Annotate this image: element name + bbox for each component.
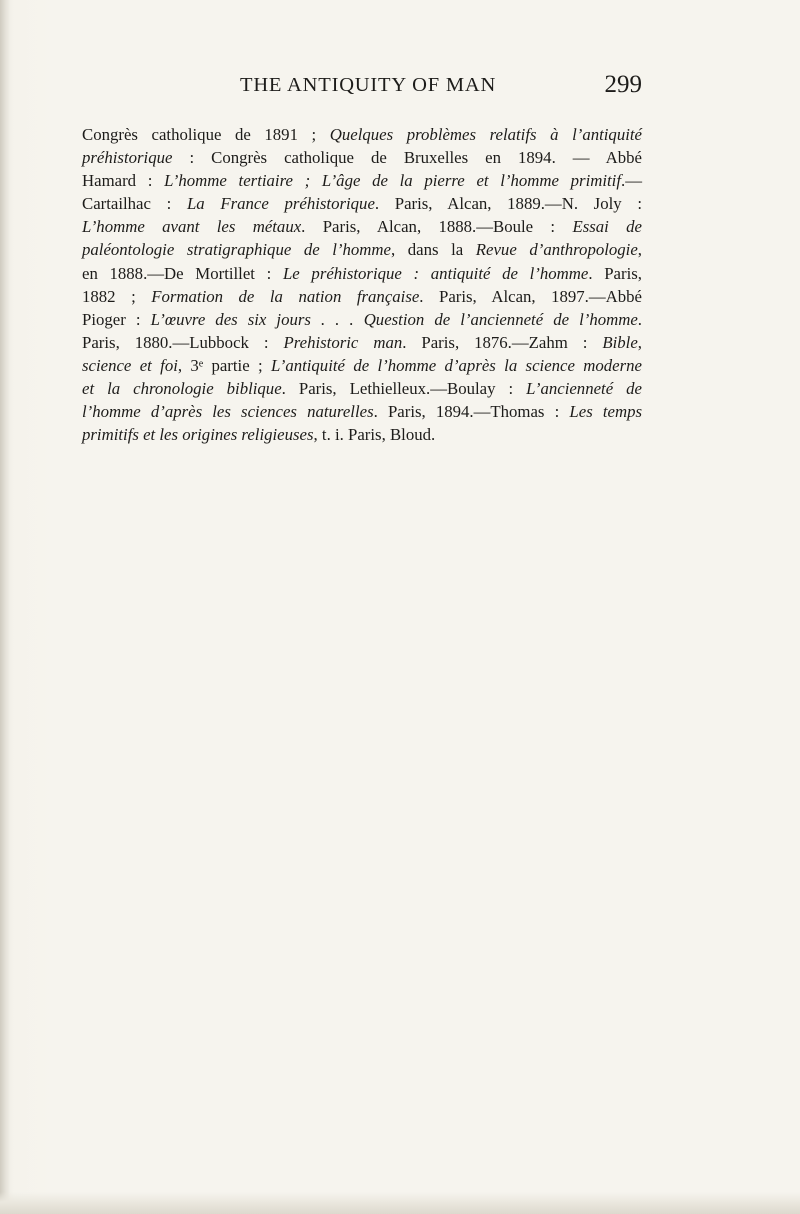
italic-title-segment: et la chronologie biblique (82, 379, 282, 399)
text-segment: , t. i. Paris, Bloud. (313, 425, 436, 445)
bibliography-paragraph (82, 123, 642, 446)
italic-title-segment: L’homme avant les métaux (82, 217, 302, 237)
italic-title-segment: L’antiquité de l’homme d’après la science moderne (271, 355, 642, 375)
italic-title-segment: L’œuvre des six jours . . . Question de l’ancienneté de l’homme (150, 309, 638, 329)
text-segment: . Paris, Alcan, 1889.—N. Joly : (374, 194, 642, 214)
italic-title-segment: L’ancienneté de (526, 379, 642, 399)
italic-title-segment: l’homme d’après les sciences naturelles (82, 402, 374, 422)
text-segment: 1882 ; (82, 286, 152, 306)
text-segment: . Paris, Alcan, 1897.—Abbé (419, 286, 642, 306)
italic-title-segment: primitifs et les origines religieuses (82, 425, 314, 445)
page-bottom-edge (0, 1192, 800, 1214)
page-gutter-shadow (0, 0, 10, 1214)
text-line (82, 262, 642, 285)
text-segment: Paris, 1880.—Lubbock : (82, 332, 284, 352)
text-line (82, 238, 642, 261)
text-line (82, 123, 642, 146)
text-line (82, 215, 642, 238)
italic-title-segment: préhistorique (82, 148, 173, 168)
text-line (82, 354, 642, 377)
italic-title-segment: Quelques problèmes relatifs à l’antiquité (329, 125, 642, 144)
text-line (82, 423, 642, 446)
text-segment: : Congrès catholique de Bruxelles en 1894. — Abbé (172, 148, 642, 168)
text-segment: en 1888.—De Mortillet : (82, 263, 283, 283)
text-segment: , dans la (390, 240, 476, 260)
text-segment: Pioger : (82, 309, 151, 329)
text-segment: . (637, 309, 642, 329)
italic-title-segment: La France préhistorique (186, 194, 375, 214)
text-segment: .— (621, 171, 642, 191)
italic-title-segment: Prehistoric man (283, 332, 403, 352)
text-segment: . Paris, Alcan, 1888.—Boule : (301, 217, 573, 237)
text-segment: , (637, 332, 642, 352)
text-line (82, 308, 642, 331)
italic-title-segment: paléontologie stratigraphique de l’homme (82, 240, 391, 260)
italic-title-segment: Les temps (569, 402, 643, 422)
text-segment: , (637, 240, 642, 260)
text-segment: Cartailhac : (82, 194, 187, 214)
italic-title-segment: Bible (602, 332, 638, 352)
text-segment: . Paris, (588, 263, 642, 283)
text-segment: Hamard : (82, 171, 165, 191)
text-line (82, 331, 642, 354)
page-number: 299 (604, 71, 642, 98)
text-segment: , 3ᵉ partie ; (177, 355, 272, 375)
running-title: THE ANTIQUITY OF MAN (240, 74, 497, 96)
text-line (82, 192, 642, 215)
text-line (82, 377, 642, 400)
text-line (82, 285, 642, 308)
text-segment: . Paris, 1894.—Thomas : (373, 402, 570, 422)
text-segment: . Paris, 1876.—Zahm : (402, 332, 603, 352)
italic-title-segment: Revue d’anthropologie (475, 240, 638, 260)
text-line (82, 169, 642, 192)
italic-title-segment: science et foi (82, 355, 178, 375)
italic-title-segment: L’homme tertiaire ; L’âge de la pierre et l’homme primitif (164, 171, 622, 191)
page-header (82, 71, 642, 104)
italic-title-segment: Essai de (572, 217, 642, 237)
italic-title-segment: Formation de la nation française (151, 286, 420, 306)
text-segment: . Paris, Lethielleux.—Boulay : (281, 379, 527, 399)
text-segment: Congrès catholique de 1891 ; (82, 125, 330, 144)
text-line (82, 400, 642, 423)
italic-title-segment: Le préhistorique : antiquité de l’homme (282, 263, 589, 283)
text-line (82, 146, 642, 169)
